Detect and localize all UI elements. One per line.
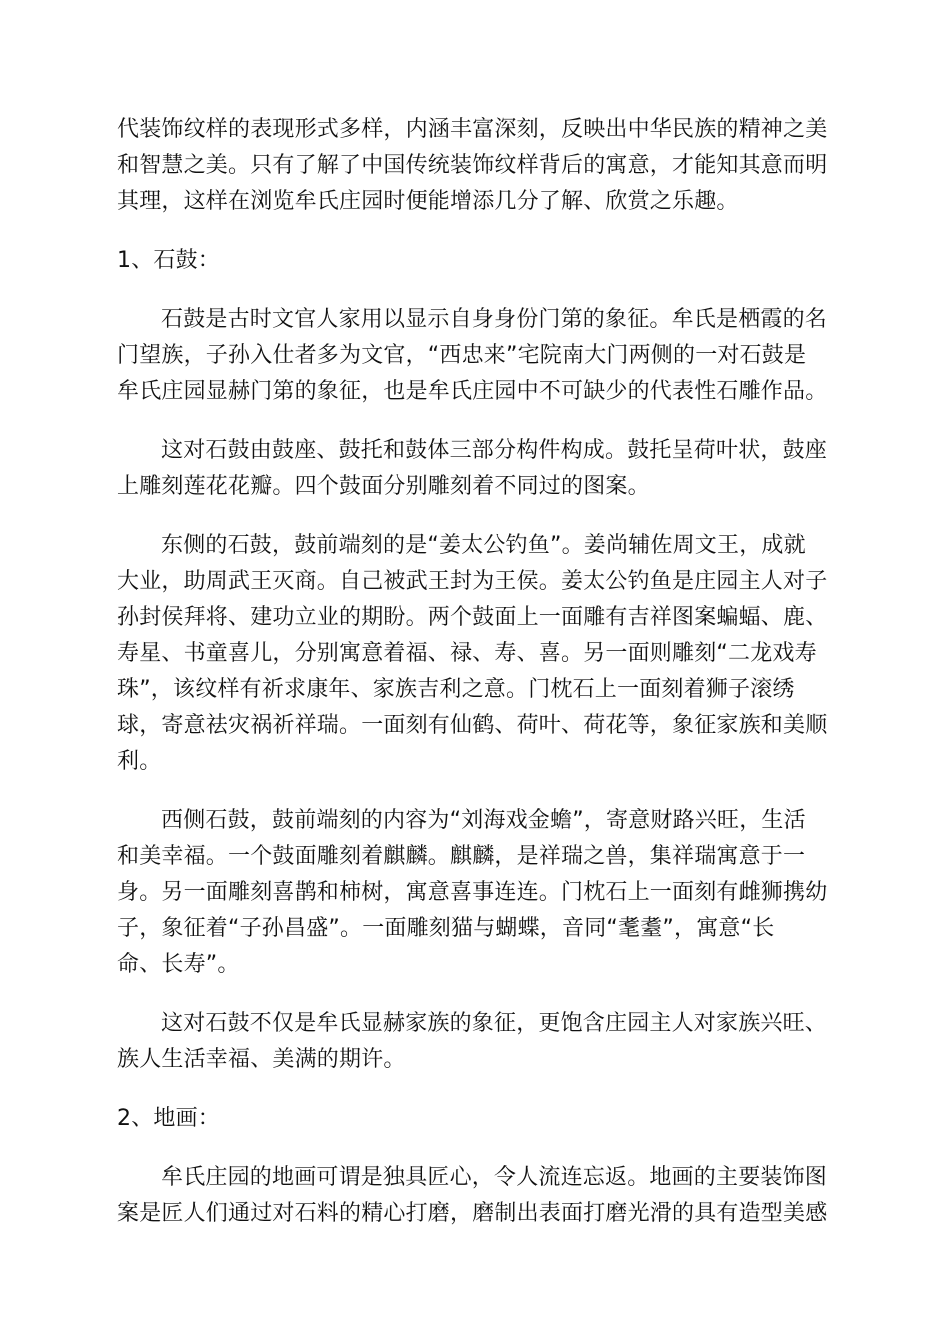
text-line: 这对石鼓不仅是牟氏显赫家族的象征，更饱含庄园主人对家族兴旺、 xyxy=(161,1011,828,1036)
paragraph xyxy=(117,302,835,410)
paragraph xyxy=(117,803,835,983)
text-line: 和智慧之美。只有了解了中国传统装饰纹样背后的寓意，才能知其意而明 xyxy=(117,153,828,178)
paragraph xyxy=(117,528,835,780)
paragraph xyxy=(117,433,835,505)
section-heading-ground-paintings: 2、地画： xyxy=(117,1106,220,1131)
text-line: 孙封侯拜将、建功立业的期盼。两个鼓面上一面雕有吉祥图案蝙蝠、鹿、 xyxy=(117,605,828,630)
text-line: 子，象征着“子孙昌盛”。一面雕刻猫与蝴蝶，音同“耄耋”，寓意“长 xyxy=(117,916,775,941)
text-line: 寿星、书童喜儿，分别寓意着福、禄、寿、喜。另一面则雕刻“二龙戏寿 xyxy=(117,641,817,666)
text-line: 身。另一面雕刻喜鹊和柿树，寓意喜事连连。门枕石上一面刻有雌狮携幼 xyxy=(117,880,828,905)
text-line: 这对石鼓由鼓座、鼓托和鼓体三部分构件构成。鼓托呈荷叶状，鼓座 xyxy=(161,438,828,463)
text-line: 牟氏庄园显赫门第的象征，也是牟氏庄园中不可缺少的代表性石雕作品。 xyxy=(117,379,828,404)
text-line: 其理，这样在浏览牟氏庄园时便能增添几分了解、欣赏之乐趣。 xyxy=(117,189,739,214)
text-line: 珠”，该纹样有祈求康年、家族吉利之意。门枕石上一面刻着狮子滚绣 xyxy=(117,677,795,702)
text-line: 命、长寿”。 xyxy=(117,952,240,977)
document-page xyxy=(117,112,835,1232)
text-line: 大业，助周武王灭商。自己被武王封为王侯。姜太公钓鱼是庄园主人对子 xyxy=(117,569,828,594)
paragraph xyxy=(117,1006,835,1078)
text-line: 西侧石鼓，鼓前端刻的内容为“刘海戏金蟾”，寄意财路兴旺，生活 xyxy=(161,808,806,833)
text-line: 球，寄意祛灾祸祈祥瑞。一面刻有仙鹤、荷叶、荷花等，象征家族和美顺 xyxy=(117,713,828,738)
text-line: 门望族，子孙入仕者多为文官，“西忠来”宅院南大门两侧的一对石鼓是 xyxy=(117,343,807,368)
paragraph xyxy=(117,1160,835,1232)
text-line: 东侧的石鼓，鼓前端刻的是“姜太公钓鱼”。姜尚辅佐周文王，成就 xyxy=(161,533,806,558)
text-line: 和美幸福。一个鼓面雕刻着麒麟。麒麟，是祥瑞之兽，集祥瑞寓意于一 xyxy=(117,844,806,869)
text-line: 石鼓是古时文官人家用以显示自身身份门第的象征。牟氏是栖霞的名 xyxy=(161,307,828,332)
text-line: 利。 xyxy=(117,749,162,774)
text-line: 上雕刻莲花花瓣。四个鼓面分别雕刻着不同过的图案。 xyxy=(117,474,650,499)
text-line: 族人生活幸福、美满的期许。 xyxy=(117,1047,406,1072)
text-line: 案是匠人们通过对石料的精心打磨，磨制出表面打磨光滑的具有造型美感 xyxy=(117,1201,828,1226)
text-line: 牟氏庄园的地画可谓是独具匠心，令人流连忘返。地画的主要装饰图 xyxy=(161,1165,828,1190)
intro-paragraph xyxy=(117,112,835,220)
section-heading-stone-drums: 1、石鼓： xyxy=(117,248,220,273)
text-line: 代装饰纹样的表现形式多样，内涵丰富深刻，反映出中华民族的精神之美 xyxy=(117,117,828,142)
